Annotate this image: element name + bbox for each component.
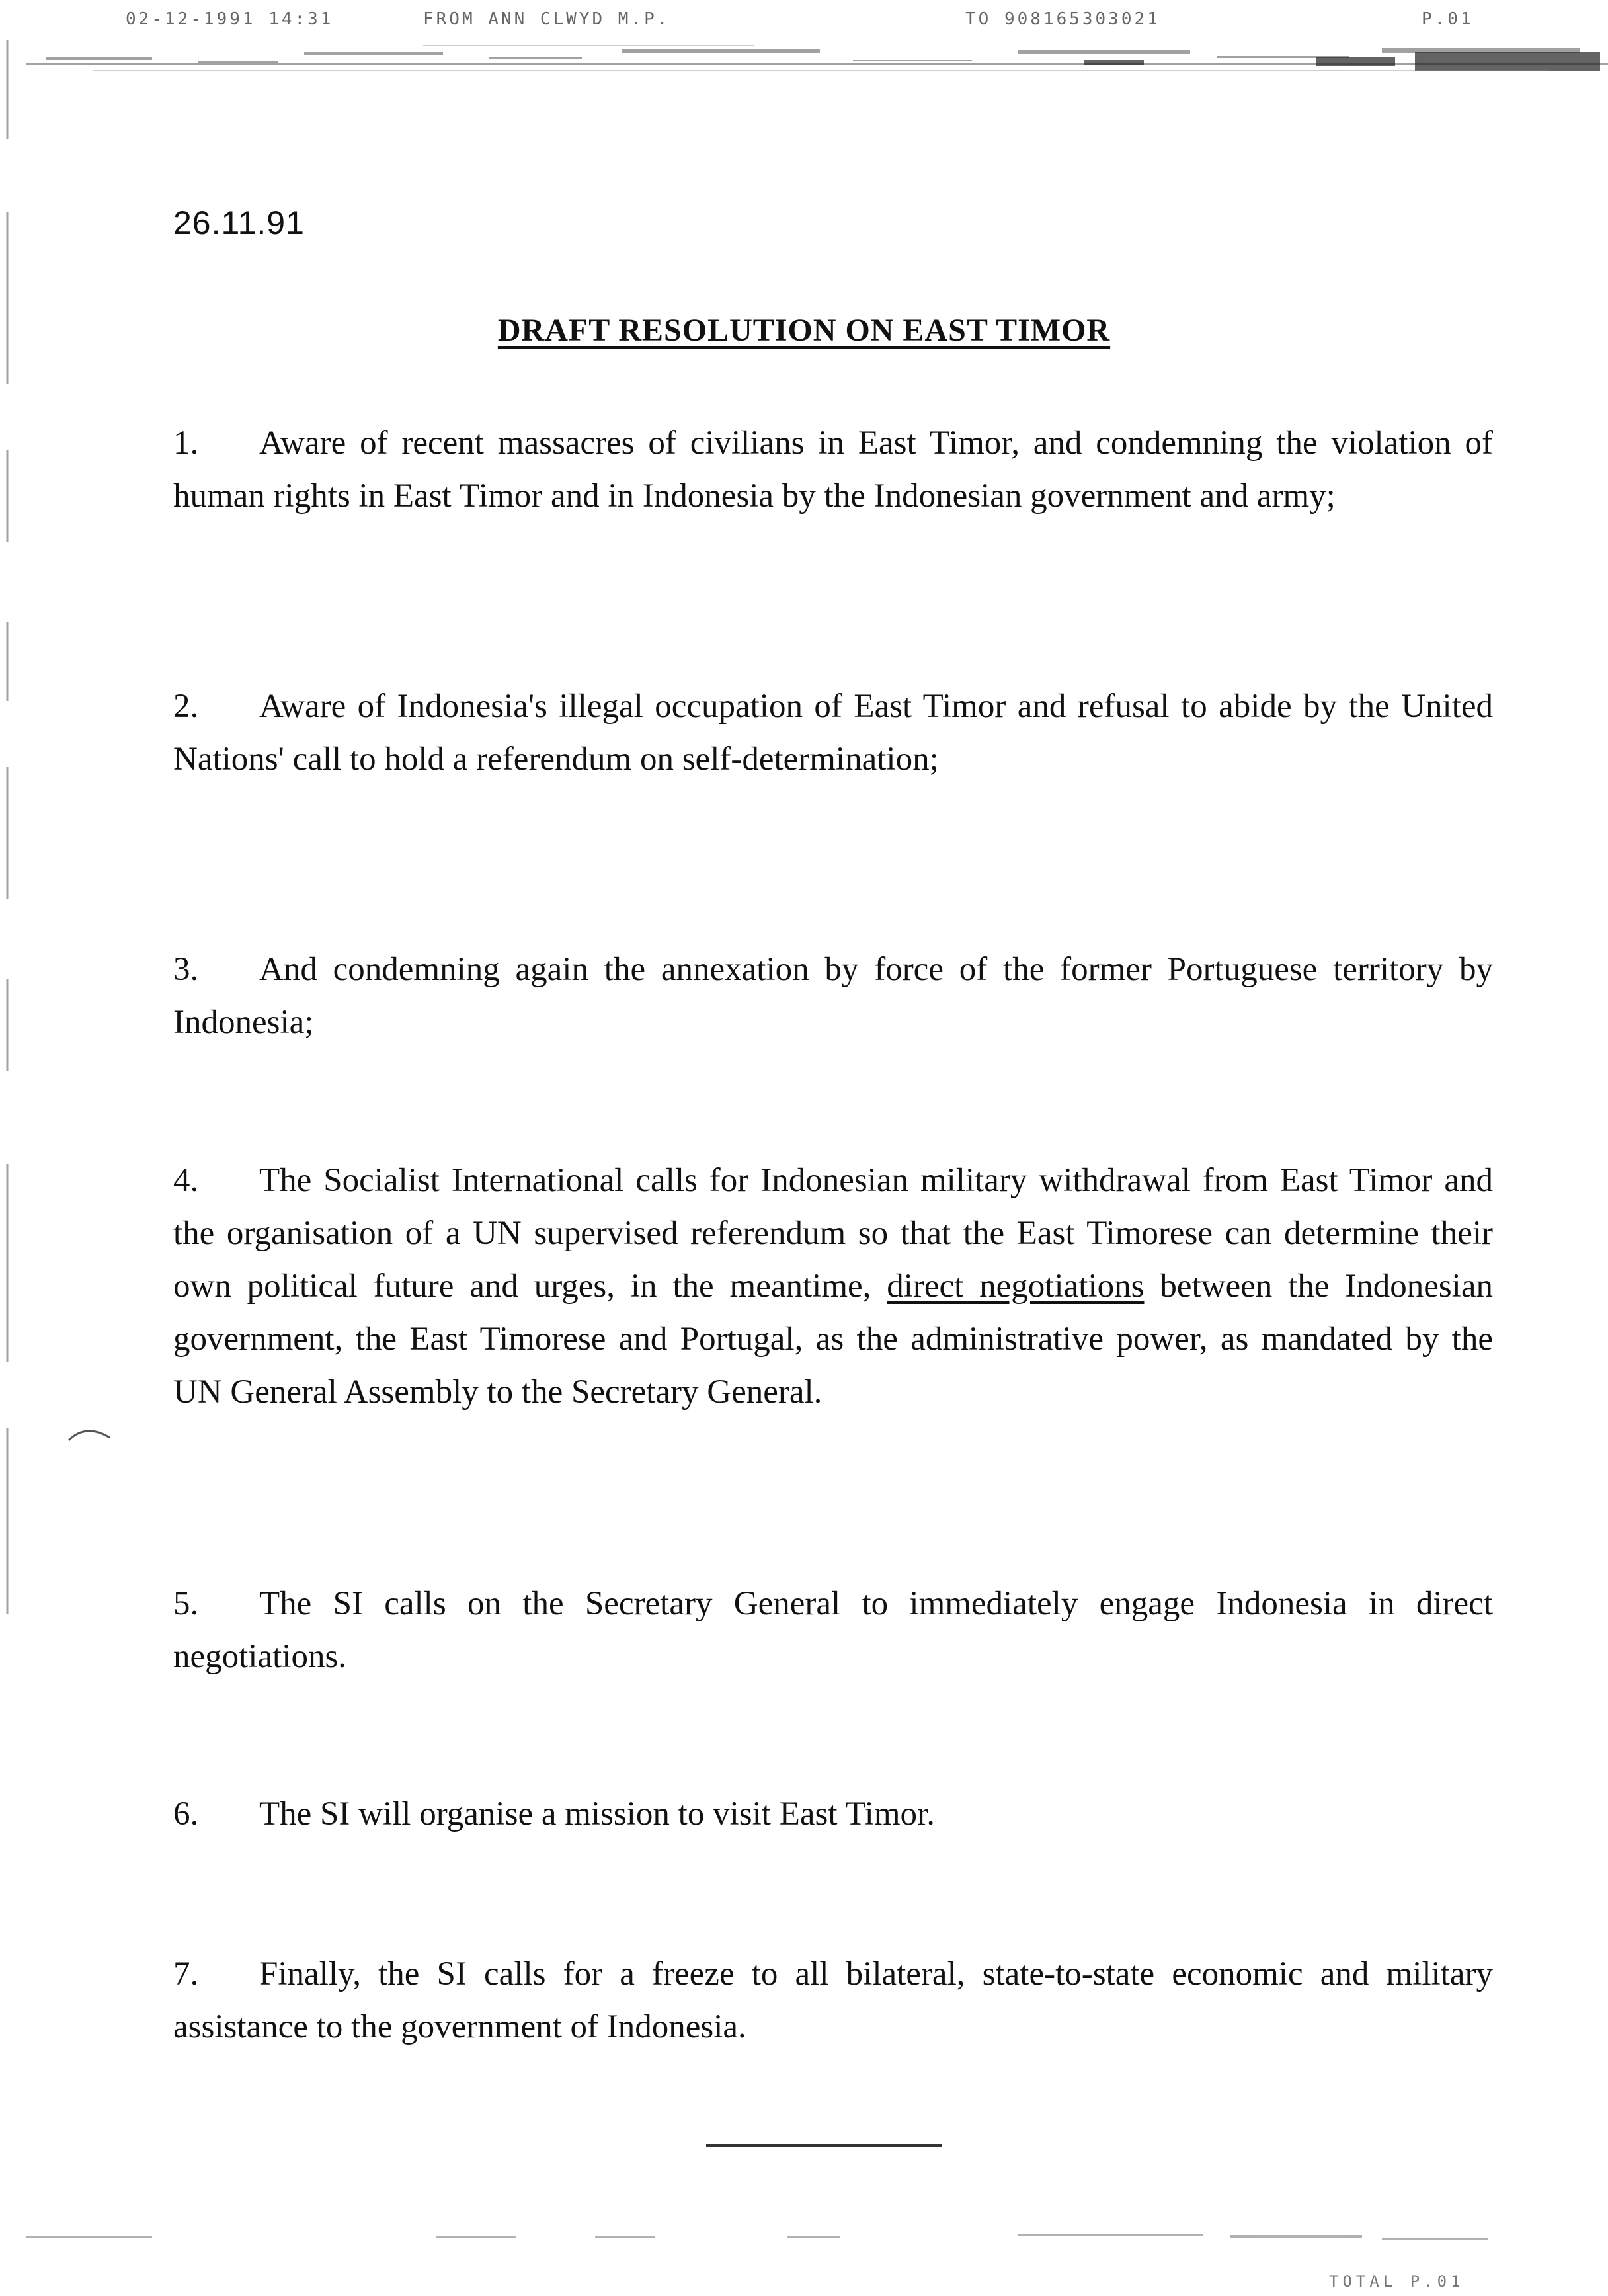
document-title: DRAFT RESOLUTION ON EAST TIMOR <box>497 313 1111 348</box>
fax-header <box>126 9 1508 36</box>
paragraph-number: 1. <box>173 425 199 462</box>
resolution-paragraph-5 <box>173 1577 1493 1683</box>
paragraph-text: Aware of recent massacres of civilians in East Timor, and condemning the violation of human rights in East Timor and in Indonesia by the Indonesian government and army; <box>173 425 1493 514</box>
fax-page-number: P.01 <box>1422 9 1474 29</box>
paragraph-text-after: between the Indonesian government, the East Timorese and Portugal, as the administrative power, as mandated by the UN General Assembly to the Secretary General. <box>173 1268 1493 1411</box>
fax-from: FROM ANN CLWYD M.P. <box>423 9 670 29</box>
resolution-paragraph-6 <box>173 1787 1493 1840</box>
fax-total-pages: TOTAL P.01 <box>1329 2272 1465 2291</box>
document-date: 26.11.91 <box>173 204 305 241</box>
paragraph-number: 6. <box>173 1795 199 1832</box>
resolution-paragraph-2 <box>173 680 1493 786</box>
paragraph-text: Aware of Indonesia's illegal occupation of East Timor and refusal to abide by the United Nations' call to hold a referendum on self-determination; <box>173 688 1493 778</box>
end-divider <box>706 2144 942 2147</box>
resolution-paragraph-7 <box>173 1948 1493 2053</box>
paragraph-underlined-text: direct negotiations <box>887 1268 1145 1305</box>
paragraph-number: 3. <box>173 951 199 988</box>
paragraph-number: 5. <box>173 1585 199 1622</box>
resolution-paragraph-4 <box>173 1154 1493 1418</box>
margin-mark <box>66 1420 112 1447</box>
fax-date-time: 02-12-1991 14:31 <box>126 9 334 29</box>
paragraph-text: And condemning again the annexation by force of the former Portuguese territory by Indonesia; <box>173 951 1493 1041</box>
paragraph-text: Finally, the SI calls for a freeze to all bilateral, state-to-state economic and military assistance to the government of Indonesia. <box>173 1955 1493 2045</box>
left-edge-artifact <box>5 40 9 1627</box>
fax-noise-band <box>26 37 1608 97</box>
fax-to: TO 908165303021 <box>965 9 1160 29</box>
paragraph-text-before: The Socialist International calls for Indonesian military withdrawal from East Timor and the organisation of a UN supervised referendum so that the East Timorese can determine their own political future and urges, in the meantime, <box>173 1162 1493 1305</box>
paragraph-number: 4. <box>173 1162 199 1199</box>
paragraph-text: The SI calls on the Secretary General to immediately engage Indonesia in direct negotiations. <box>173 1585 1493 1675</box>
paragraph-number: 7. <box>173 1955 199 1992</box>
resolution-paragraph-3 <box>173 943 1493 1049</box>
paragraph-number: 2. <box>173 688 199 725</box>
paragraph-text: The SI will organise a mission to visit East Timor. <box>259 1795 935 1832</box>
resolution-paragraph-1 <box>173 417 1493 522</box>
